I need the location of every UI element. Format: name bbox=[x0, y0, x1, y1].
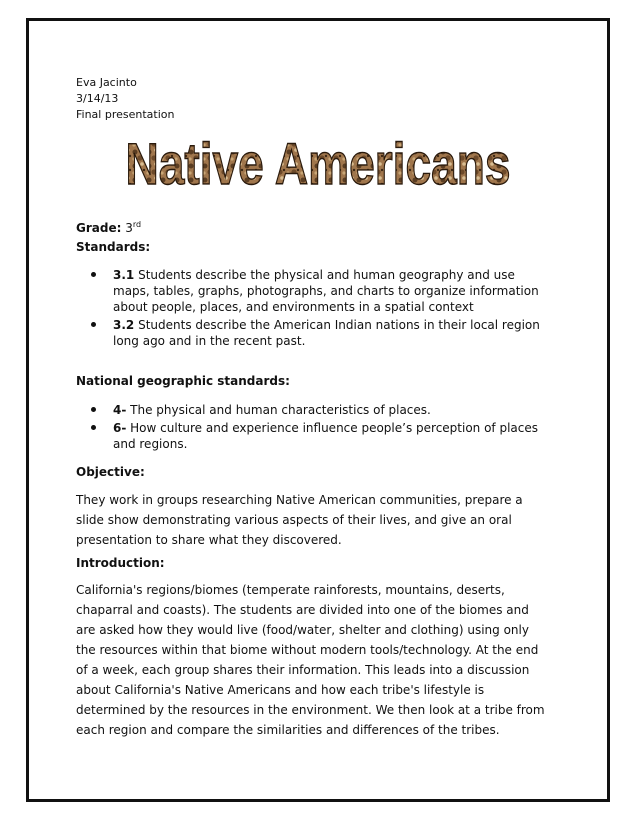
objective-heading: Objective: bbox=[76, 465, 145, 479]
standard-text: Students describe the physical and human geography and use maps, tables, graphs, photographs, and charts to organize information about people, places, and environments in a spatial context bbox=[113, 268, 539, 314]
introduction-heading: Introduction: bbox=[76, 556, 165, 570]
standard-text: How culture and experience influence people’s perception of places and regions. bbox=[113, 421, 539, 451]
introduction-text: California's regions/biomes (temperate rainforests, mountains, deserts, chaparral and coasts). The students are divided into one of the biomes and are asked how they would live (food/water, shelter and clothing) using only the resources within that biome without modern tools/technology. At the end of a week, each group shares their information. This leads into a discussion about California's Native Americans and how each tribe's lifestyle is determined by the resources in the environment. We then look at a tribe from each region and compare the similarities and differences of the tribes. bbox=[76, 583, 545, 737]
standard-number: 3.1 bbox=[113, 268, 135, 282]
bullet-icon bbox=[91, 407, 96, 412]
title-wordart bbox=[118, 132, 518, 197]
list-item bbox=[76, 420, 546, 452]
national-standards-heading: National geographic standards: bbox=[76, 374, 290, 388]
list-item bbox=[76, 317, 546, 349]
document-type: Final presentation bbox=[76, 108, 175, 121]
national-standards-list bbox=[76, 402, 546, 454]
standards-heading: Standards: bbox=[76, 240, 151, 254]
standard-text: The physical and human characteristics of places. bbox=[126, 403, 431, 417]
list-item bbox=[76, 267, 546, 315]
standard-number: 6- bbox=[113, 421, 127, 435]
document-header bbox=[76, 75, 174, 123]
list-item bbox=[76, 402, 546, 418]
grade-value: 3 bbox=[125, 221, 133, 235]
title-svg bbox=[118, 132, 518, 197]
bullet-icon bbox=[91, 425, 96, 430]
grade-suffix: rd bbox=[132, 220, 142, 229]
author-name: Eva Jacinto bbox=[76, 76, 137, 89]
objective-text: They work in groups researching Native American communities, prepare a slide show demonstrating various aspects of their lives, and give an oral presentation to share what they discovered. bbox=[76, 493, 523, 547]
title-text: Native Americans bbox=[125, 132, 511, 197]
grade-label: Grade: bbox=[76, 221, 122, 235]
bullet-icon bbox=[91, 322, 96, 327]
standards-list bbox=[76, 267, 546, 351]
standard-number: 3.2 bbox=[113, 318, 135, 332]
bullet-icon bbox=[91, 272, 96, 277]
standard-text: Students describe the American Indian nations in their local region long ago and in the recent past. bbox=[113, 318, 540, 348]
standard-number: 4- bbox=[113, 403, 127, 417]
document-date: 3/14/13 bbox=[76, 92, 119, 105]
grade-line bbox=[76, 220, 141, 235]
